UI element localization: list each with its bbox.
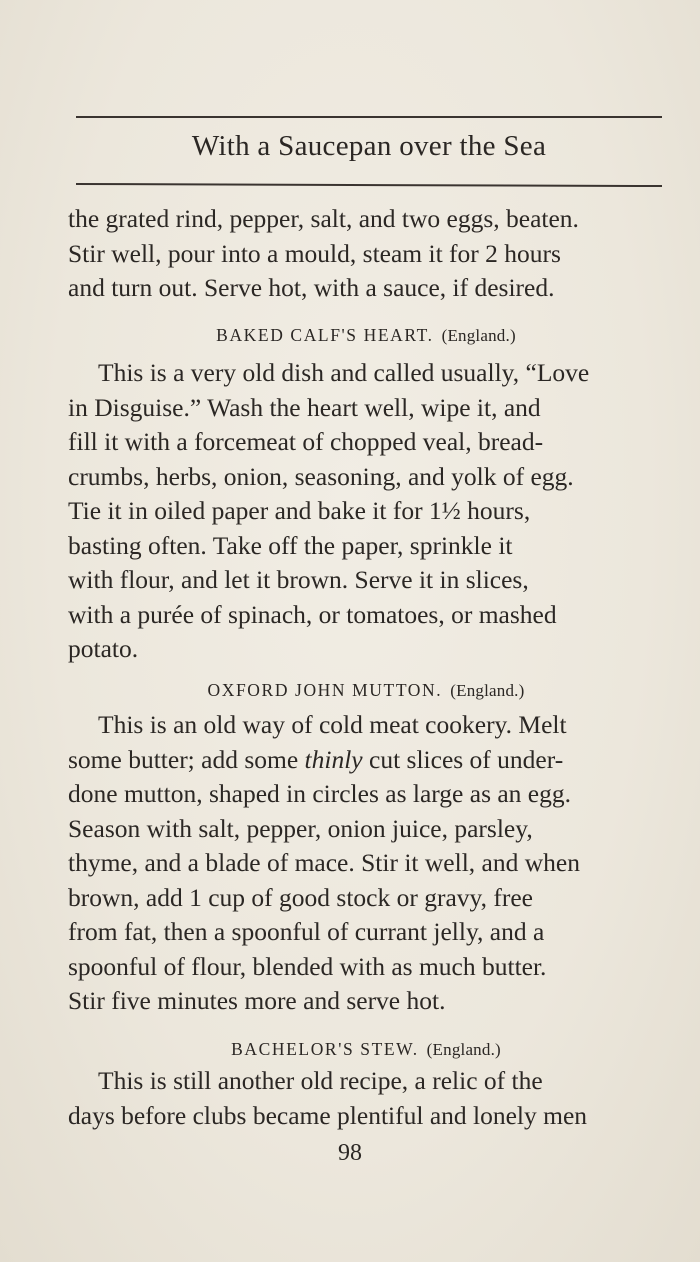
- header-rule-bottom: [76, 183, 662, 187]
- recipe-heading: [68, 1039, 664, 1060]
- text-line: Stir five minutes more and serve hot.: [68, 986, 446, 1015]
- header-rule-top: [76, 116, 662, 118]
- running-title: With a Saucepan over the Sea: [191, 130, 547, 162]
- text-line: done mutton, shaped in circles as large as an egg.: [68, 779, 572, 808]
- text-line: potato.: [68, 634, 139, 663]
- recipe-origin: (England.): [450, 681, 525, 700]
- text-line: brown, add 1 cup of good stock or gravy, free: [68, 882, 534, 912]
- text-line: Season with salt, pepper, onion juice, parsley,: [68, 813, 533, 843]
- text-line: fill it with a forcemeat of chopped veal, bread-: [68, 427, 544, 456]
- recipe-title: OXFORD JOHN MUTTON.: [207, 680, 443, 700]
- continuation-paragraph: [68, 202, 664, 306]
- text-line: with a purée of spinach, or tomatoes, or mashed: [68, 599, 557, 629]
- text-line: basting often. Take off the paper, sprinkle it: [68, 530, 513, 560]
- text-line: This is a very old dish and called usually, “Love: [98, 358, 590, 387]
- text-line: crumbs, herbs, onion, seasoning, and yolk of egg.: [68, 461, 574, 491]
- text-line: This is an old way of cold meat cookery. Melt: [98, 710, 567, 739]
- recipe-paragraph: [68, 1064, 664, 1133]
- recipe-paragraph: [68, 356, 664, 667]
- text-line: from fat, then a spoonful of currant jelly, and a: [68, 917, 545, 946]
- text-line: This is still another old recipe, a relic of the: [98, 1066, 543, 1095]
- text-line: the grated rind, pepper, salt, and two eggs, beaten.: [68, 204, 579, 233]
- text-line: in Disguise.” Wash the heart well, wipe it, and: [68, 392, 541, 422]
- recipe-title: BAKED CALF'S HEART.: [216, 325, 434, 345]
- text-line: Stir well, pour into a mould, steam it for 2 hours: [68, 238, 561, 268]
- text-line: spoonful of flour, blended with as much butter.: [68, 951, 547, 981]
- recipe-paragraph: [68, 708, 664, 1019]
- recipe-heading: [68, 680, 664, 701]
- text-line: days before clubs became plentiful and lonely men: [68, 1100, 588, 1130]
- page-number: 98: [338, 1140, 362, 1166]
- recipe-title: BACHELOR'S STEW.: [231, 1039, 419, 1059]
- recipe-origin: (England.): [441, 326, 516, 345]
- text-line: with flour, and let it brown. Serve it in slices,: [68, 565, 529, 594]
- text-line: thyme, and a blade of mace. Stir it well, and when: [68, 848, 580, 877]
- recipe-heading: [68, 325, 664, 346]
- emphasis-word: thinly: [304, 744, 363, 774]
- text-line: Tie it in oiled paper and bake it for 1½ hours,: [68, 496, 531, 525]
- text-line: some butter; add some thinly cut slices of under-: [68, 744, 564, 774]
- text-line: and turn out. Serve hot, with a sauce, if desired.: [68, 273, 555, 302]
- recipe-origin: (England.): [426, 1040, 501, 1059]
